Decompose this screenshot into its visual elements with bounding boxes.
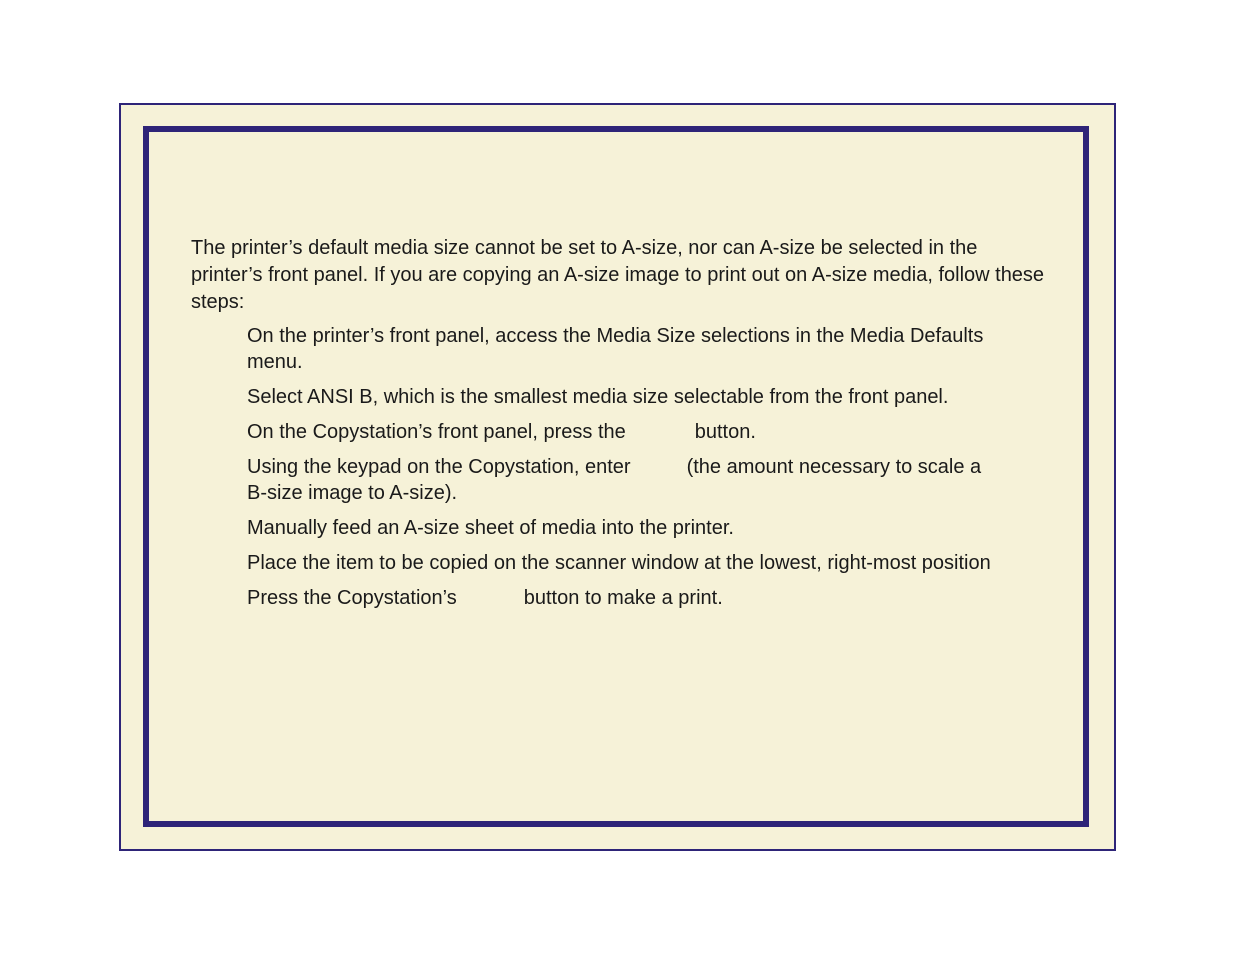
- step-2: Select ANSI B, which is the smallest media size selectable from the front panel.: [247, 386, 949, 408]
- step-6: Place the item to be copied on the scanner window at the lowest, right-most position: [247, 552, 991, 574]
- step-3-text-before: On the Copystation’s front panel, press the: [247, 421, 626, 443]
- note-content: [191, 235, 1051, 620]
- steps-list: [191, 323, 1051, 611]
- step-3-text-after: button.: [694, 421, 756, 443]
- step-7: [247, 585, 992, 611]
- step-7-text-after: button to make a print.: [523, 587, 723, 609]
- step-5: Manually feed an A-size sheet of media into the printer.: [247, 517, 734, 539]
- step-7-text-before: Press the Copystation’s: [247, 587, 457, 609]
- step-3: [247, 419, 992, 445]
- step-4: [247, 454, 992, 506]
- step-1: On the printer’s front panel, access the Media Size selections in the Media Defaults menu.: [247, 325, 984, 373]
- intro-paragraph: The printer’s default media size cannot be set to A-size, nor can A-size be selected in the printer’s front panel. If you are copying an A-size image to print out on A-size media, follow these steps:: [191, 237, 1045, 313]
- step-4-text-after: (the amount necessary to scale a B-size image to A-size).: [247, 456, 982, 504]
- step-4-text-before: Using the keypad on the Copystation, enter: [247, 456, 631, 478]
